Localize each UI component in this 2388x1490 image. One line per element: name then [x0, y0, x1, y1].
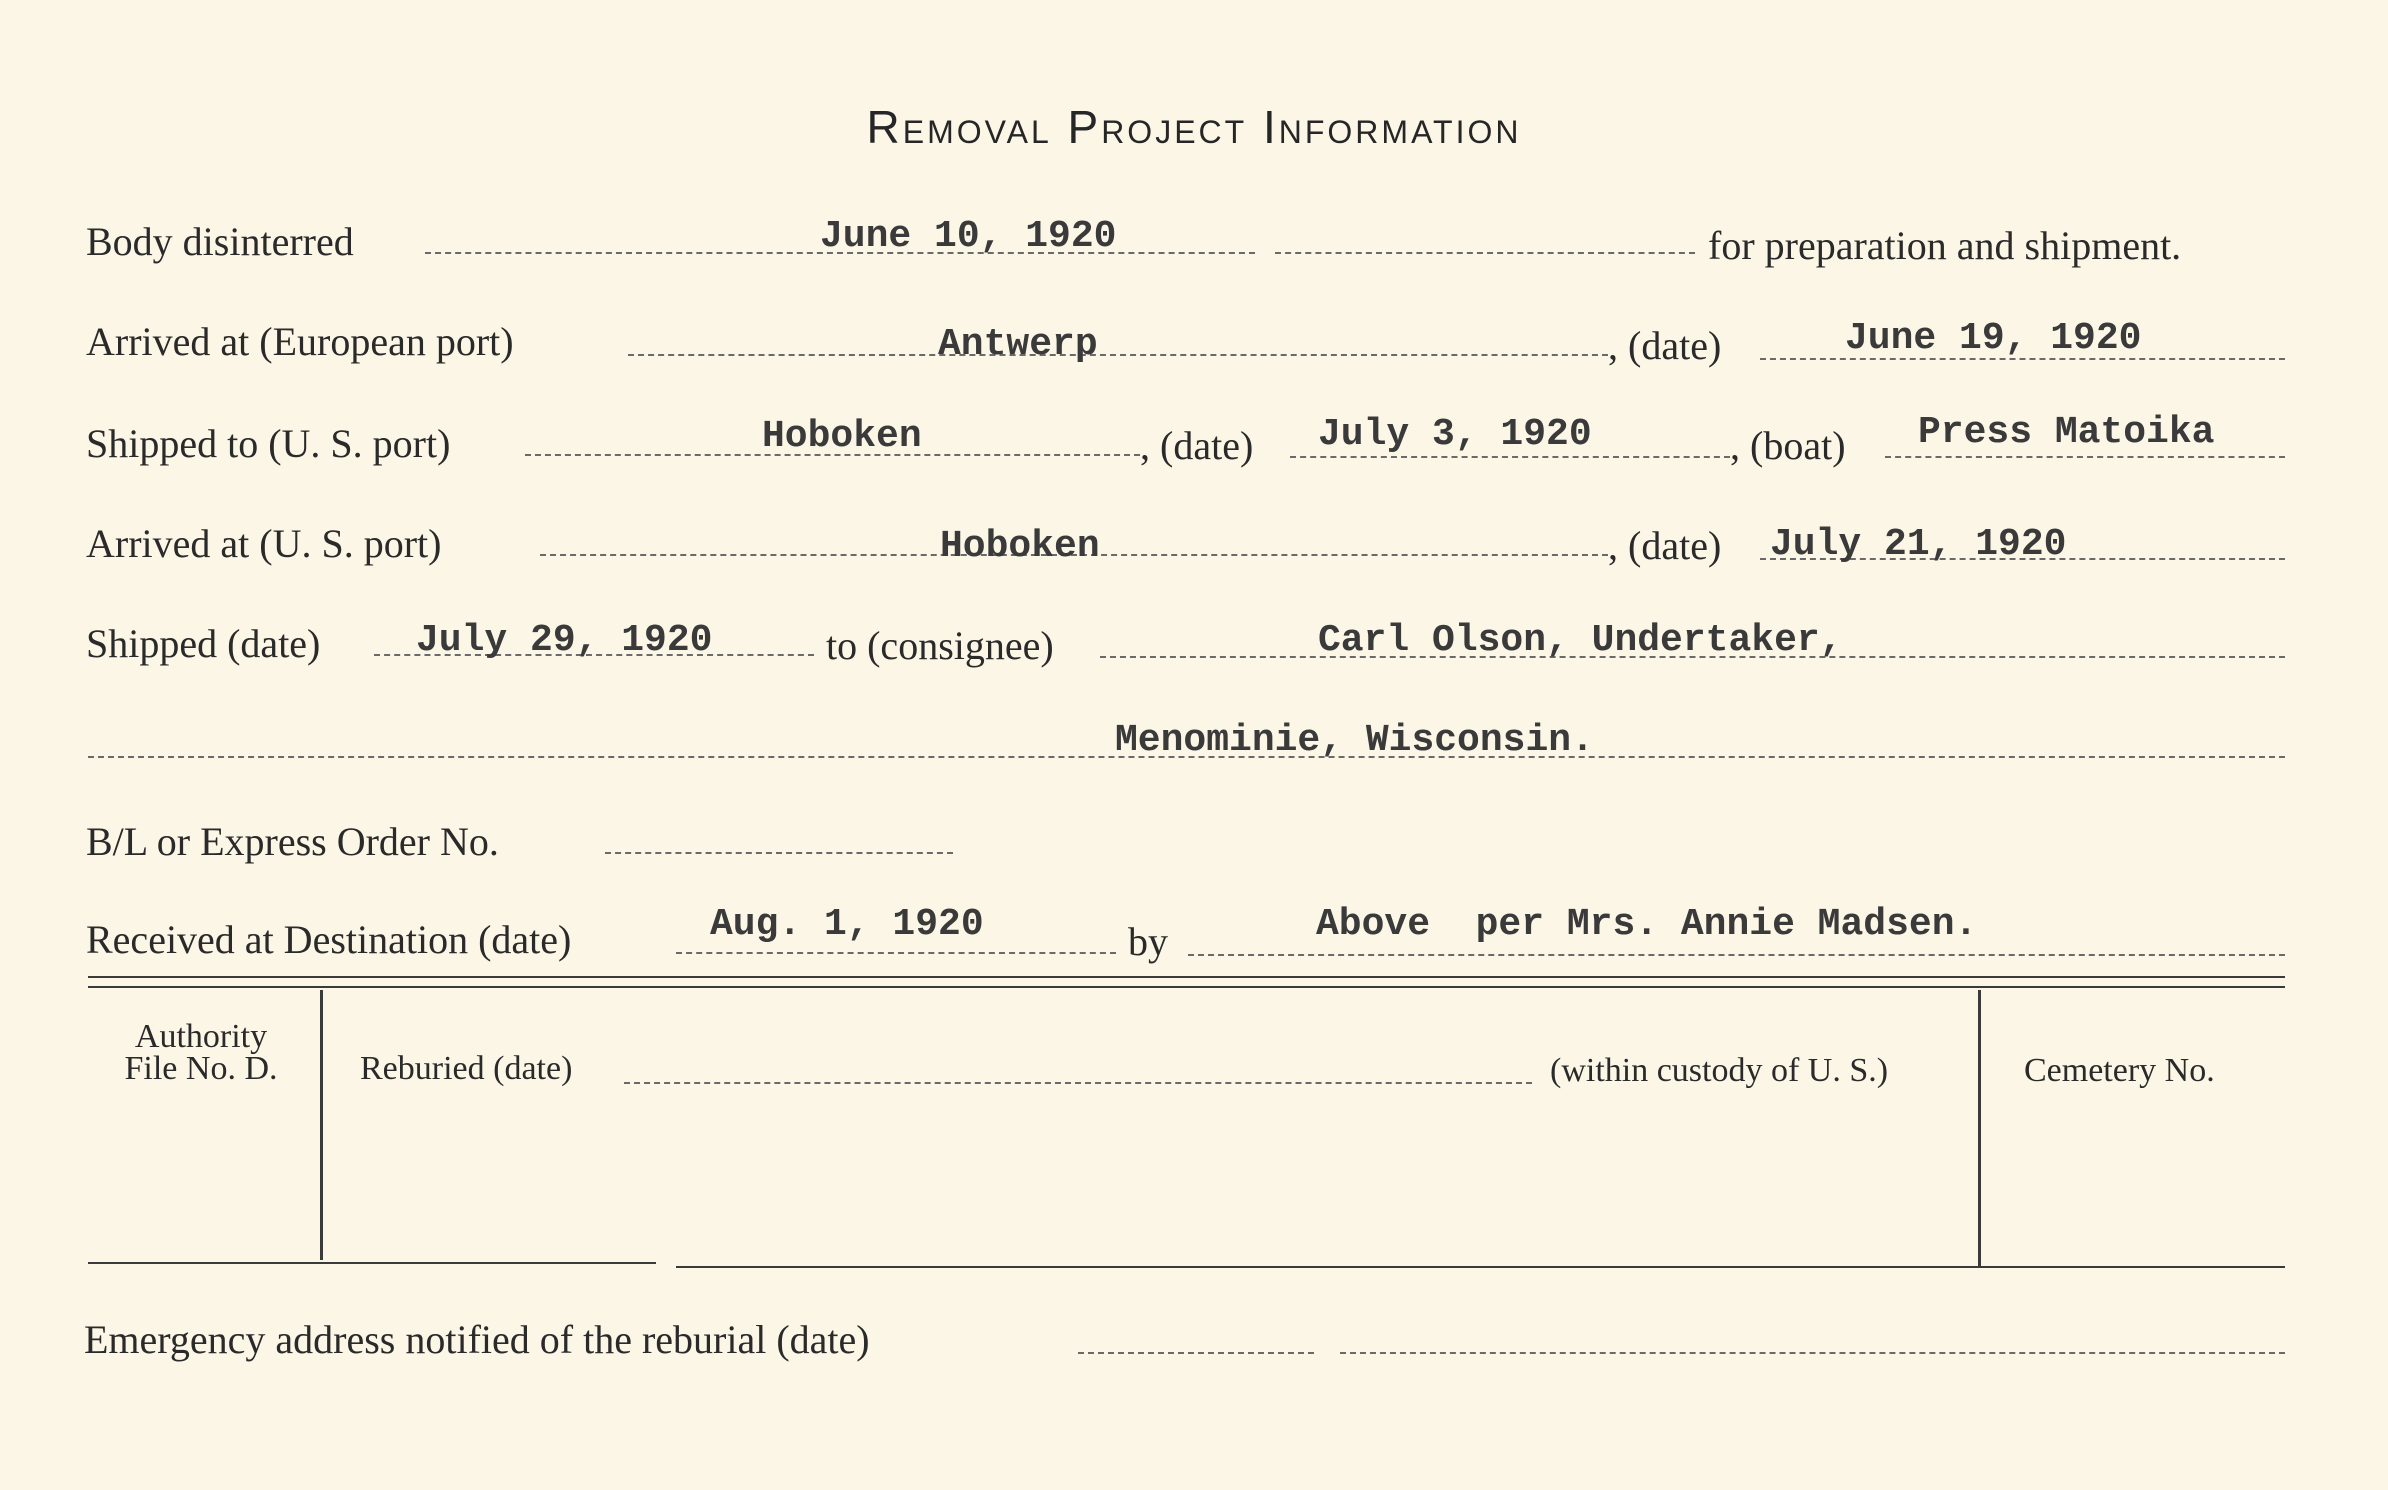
us-port-arrived-value: Hoboken	[940, 525, 1100, 568]
european-date-value: June 19, 1920	[1845, 317, 2142, 360]
authority-label-2: File No. D.	[124, 1050, 278, 1087]
disinterred-suffix: for preparation and shipment.	[1708, 223, 2182, 268]
bl-label: B/L or Express Order No.	[86, 819, 499, 864]
received-by-label: by	[1128, 919, 1168, 964]
consignee-label: to (consignee)	[826, 623, 1054, 668]
cemetery-label: Cemetery No.	[2024, 1052, 2215, 1089]
us-port-shipped-label: Shipped to (U. S. port)	[86, 421, 451, 466]
consignee-value-2: Menominie, Wisconsin.	[1115, 719, 1594, 762]
disinterred-line-2	[1275, 252, 1695, 254]
reburied-line	[624, 1082, 1532, 1084]
emergency-line-1	[1078, 1352, 1314, 1354]
boat-label: , (boat)	[1730, 423, 1846, 468]
european-port-line	[628, 354, 1608, 356]
shipped-date-label: Shipped (date)	[86, 621, 321, 666]
received-label: Received at Destination (date)	[86, 917, 572, 962]
shipped-date-value: July 29, 1920	[416, 619, 713, 662]
us-port-arrived-label: Arrived at (U. S. port)	[86, 521, 442, 566]
us-shipped-date-line	[1290, 456, 1730, 458]
received-by-line	[1188, 954, 2285, 956]
lower-divider-left	[320, 990, 323, 1260]
us-port-shipped-value: Hoboken	[762, 415, 922, 458]
received-date-line	[676, 952, 1116, 954]
reburied-label: Reburied (date)	[360, 1050, 573, 1087]
european-date-label: , (date)	[1608, 323, 1722, 368]
received-date-value: Aug. 1, 1920	[710, 903, 984, 946]
emergency-line-2	[1340, 1352, 2285, 1354]
us-shipped-date-label: , (date)	[1140, 423, 1254, 468]
custody-label: (within custody of U. S.)	[1550, 1052, 1889, 1089]
boat-value: Press Matoika	[1918, 411, 2215, 454]
european-port-value: Antwerp	[938, 323, 1098, 366]
disinterred-date: June 10, 1920	[820, 215, 1117, 258]
card-title: Removal Project Information	[866, 101, 1522, 153]
us-arrived-date-label: , (date)	[1608, 523, 1722, 568]
us-arrived-date-value: July 21, 1920	[1770, 523, 2067, 566]
emergency-label: Emergency address notified of the reburial (date)	[84, 1317, 870, 1362]
disinterred-label: Body disinterred	[86, 219, 354, 264]
lower-rule-right	[676, 1266, 2285, 1268]
european-port-label: Arrived at (European port)	[86, 319, 514, 364]
us-shipped-date-value: July 3, 1920	[1318, 413, 1592, 456]
boat-line	[1885, 456, 2285, 458]
lower-divider-right	[1978, 990, 1981, 1266]
consignee-value: Carl Olson, Undertaker,	[1318, 619, 1843, 662]
lower-rule-left	[88, 1262, 656, 1264]
separator-rule-2	[88, 986, 2285, 988]
bl-line	[605, 852, 953, 854]
authority-label-1: Authority	[134, 1018, 268, 1055]
separator-rule-1	[88, 976, 2285, 978]
received-by-value: Above per Mrs. Annie Madsen.	[1316, 903, 1978, 946]
